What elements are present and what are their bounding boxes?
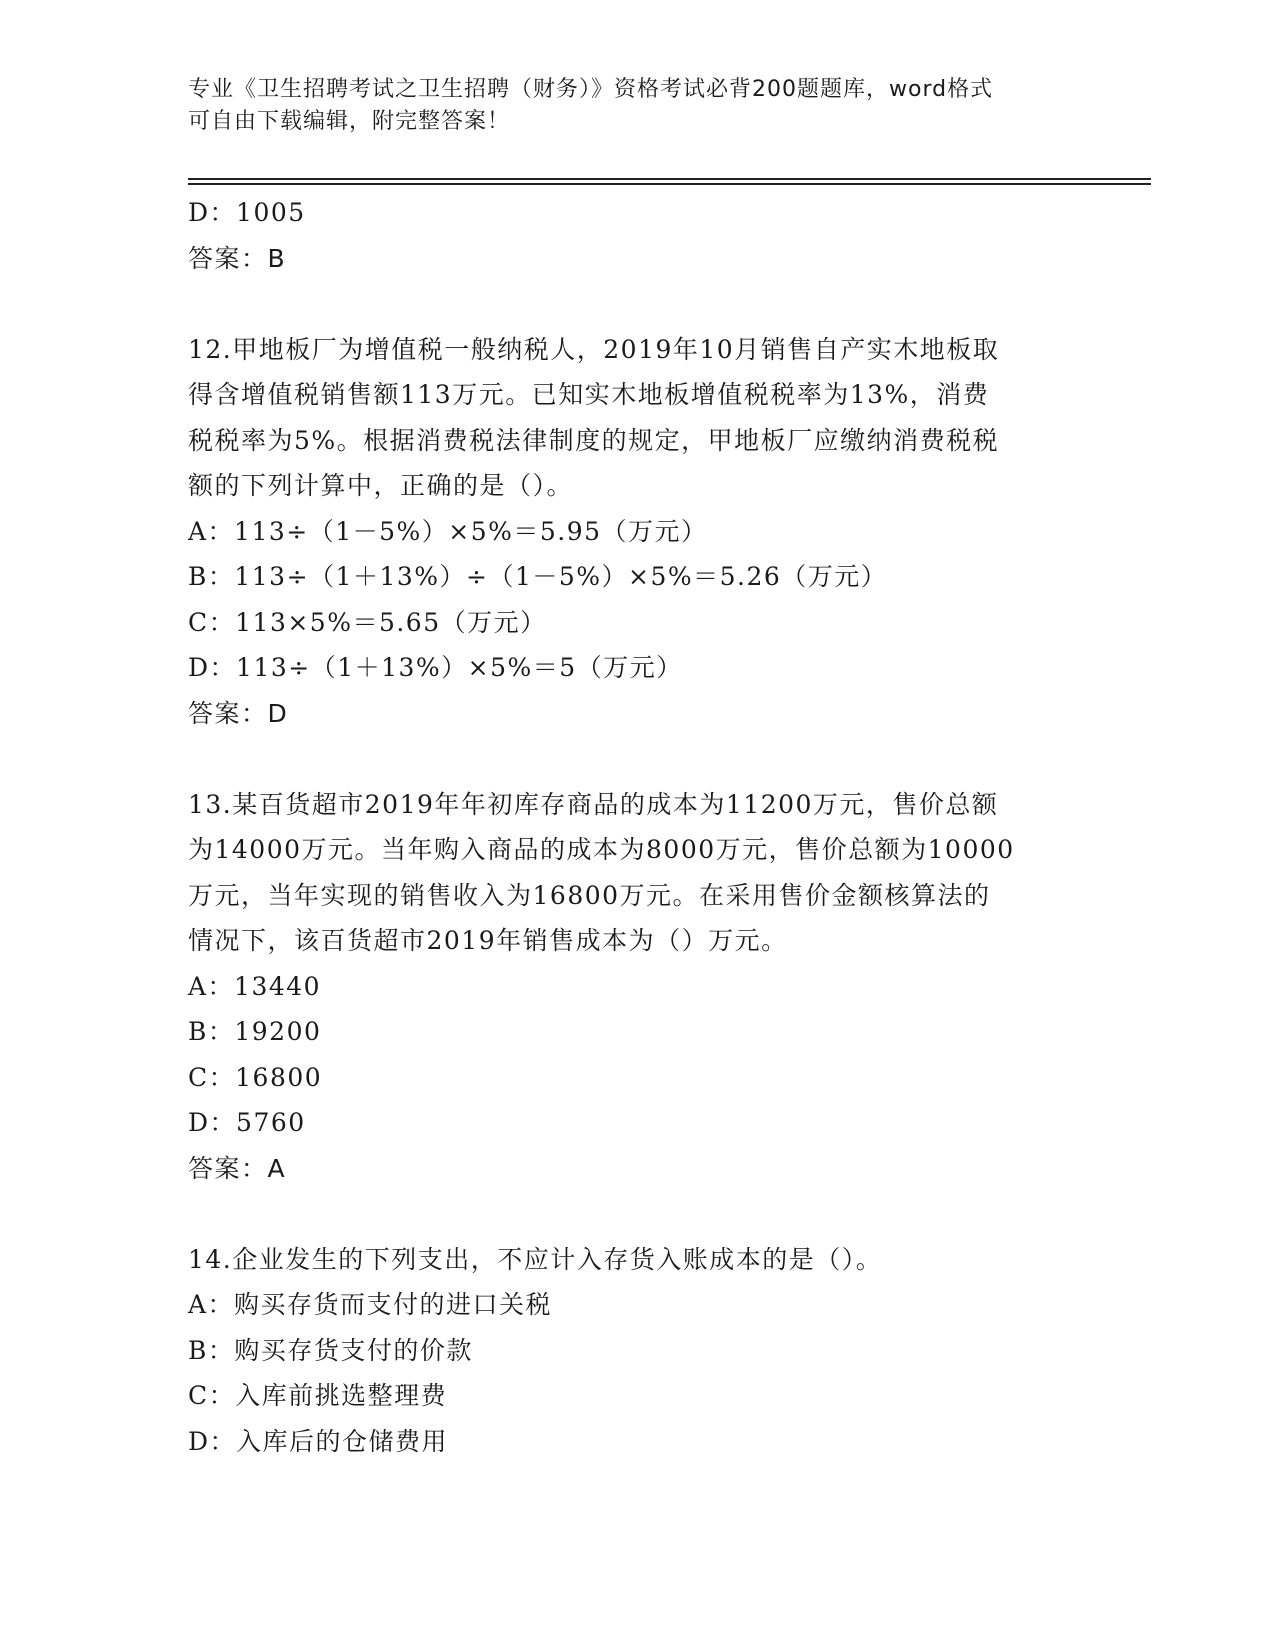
answer-line: 答案：A	[188, 1153, 287, 1183]
question-stem-line: 13.某百货超市2019年年初库存商品的成本为11200万元，售价总额	[188, 789, 999, 819]
question-12	[188, 327, 1088, 737]
question-stem-line: 税税率为5%。根据消费税法律制度的规定，甲地板厂应缴纳消费税税	[188, 425, 1000, 455]
question-stem-line: 得含增值税销售额113万元。已知实木地板增值税税率为13%，消费	[188, 380, 990, 409]
option-d: D：入库后的仓储费用	[188, 1426, 449, 1456]
option-a: A：113÷（1－5%）×5%＝5.95（万元）	[188, 516, 708, 546]
option-c: C：113×5%＝5.65（万元）	[188, 607, 547, 637]
question-13	[188, 782, 1088, 1192]
header-title-line-1: 专业《卫生招聘考试之卫生招聘（财务）》资格考试必背200题题库，word格式	[188, 77, 994, 102]
document-header	[188, 74, 1088, 138]
question-11-tail	[188, 190, 1088, 281]
option-b: B：113÷（1＋13%）÷（1－5%）×5%＝5.26（万元）	[188, 562, 888, 591]
question-stem-line: 情况下，该百货超市2019年销售成本为（）万元。	[188, 926, 788, 955]
option-a: A：13440	[188, 971, 322, 1001]
question-14	[188, 1237, 1088, 1465]
header-title-line-2: 可自由下载编辑，附完整答案！	[188, 109, 511, 134]
option-b: B：购买存货支付的价款	[188, 1335, 473, 1365]
option-a: A：购买存货而支付的进口关税	[188, 1290, 553, 1319]
option-c: C：入库前挑选整理费	[188, 1381, 448, 1410]
question-stem-line: 万元，当年实现的销售收入为16800万元。在采用售价金额核算法的	[188, 880, 991, 910]
option-d: D：113÷（1＋13%）×5%＝5（万元）	[188, 653, 683, 682]
question-stem-line: 12.甲地板厂为增值税一般纳税人，2019年10月销售自产实木地板取	[188, 334, 1000, 364]
question-stem-line: 为14000万元。当年购入商品的成本为8000万元，售价总额为10000	[188, 835, 1015, 864]
option-d: D：1005	[188, 198, 306, 227]
answer-line: 答案：D	[188, 698, 289, 728]
header-divider-bottom	[188, 183, 1151, 185]
question-stem-line: 14.企业发生的下列支出，不应计入存货入账成本的是（）。	[188, 1244, 883, 1274]
option-b: B：19200	[188, 1017, 322, 1046]
question-content	[188, 190, 1088, 1464]
option-d: D：5760	[188, 1108, 306, 1137]
option-c: C：16800	[188, 1062, 323, 1092]
header-divider-top	[188, 178, 1151, 180]
question-stem-line: 额的下列计算中，正确的是（）。	[188, 471, 574, 500]
answer-line: 答案：B	[188, 243, 287, 273]
